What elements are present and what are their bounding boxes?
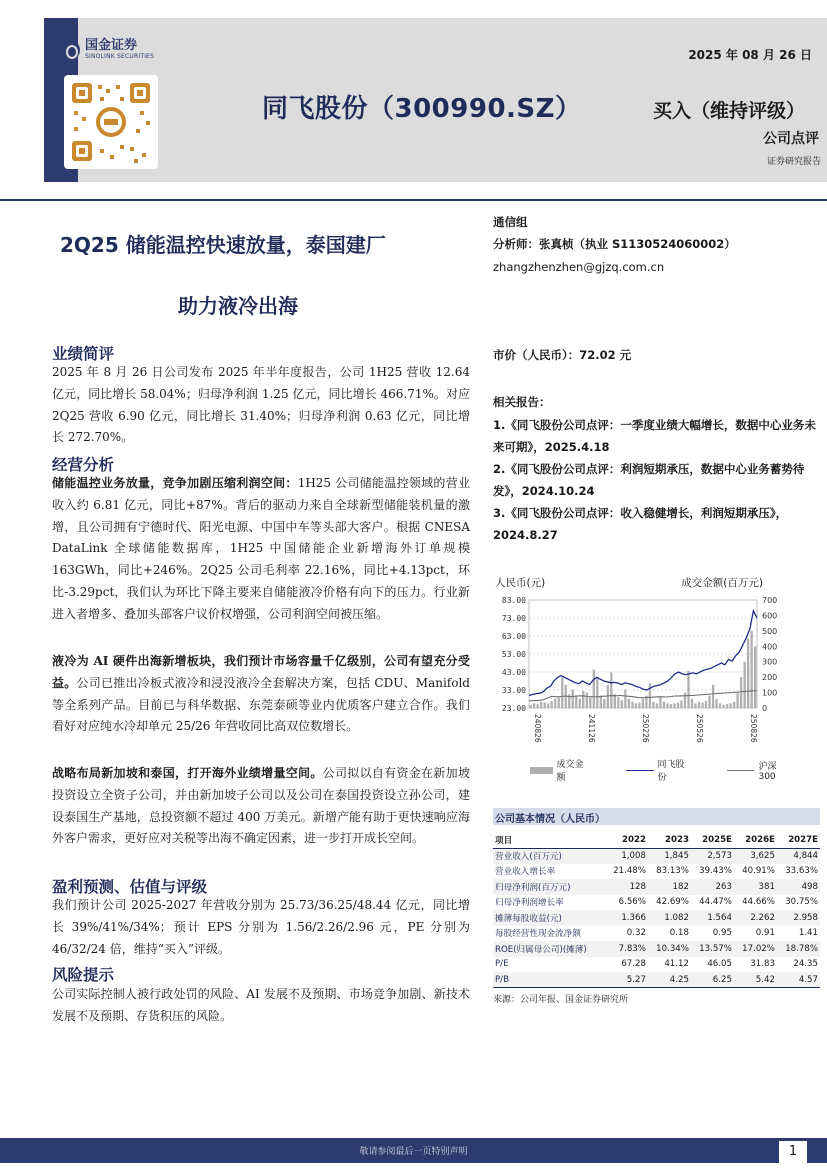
volume-bar: [561, 677, 563, 708]
price-volume-chart: [493, 572, 803, 772]
y-left-tick-label: 53.00: [501, 650, 526, 659]
y-right-tick-label: 0: [762, 704, 768, 713]
volume-bar: [698, 702, 700, 708]
related-reports-title: 相关报告：: [493, 395, 551, 409]
table-row-label: ROE(归属母公司)(摊薄): [493, 941, 605, 957]
table-header-cell: 项目: [495, 835, 513, 846]
financial-table: [493, 832, 820, 988]
market-price: 市价（人民币）：72.02 元: [493, 348, 632, 362]
volume-bar: [740, 677, 742, 708]
operations-paragraph-2: [52, 651, 470, 738]
volume-bar: [652, 702, 654, 708]
volume-bar: [733, 702, 735, 708]
report-subtitle: 证券研究报告: [766, 157, 821, 167]
volume-bar: [582, 691, 584, 708]
volume-bar: [530, 705, 532, 708]
analyst-email[interactable]: zhangzhenzhen@gjzq.com.cn: [493, 260, 665, 274]
volume-bar: [547, 703, 549, 708]
table-cell: 21.48%: [613, 866, 646, 877]
legend-stock-swatch: [626, 770, 654, 771]
table-row: [493, 895, 820, 911]
volume-bar: [575, 696, 577, 708]
operations-2-lead: 液冷为 AI 硬件出海新增板块，我们预计市场容量千亿级别，公司有望充分受益。: [52, 654, 470, 690]
volume-bar: [687, 671, 689, 708]
volume-bar: [642, 699, 644, 708]
volume-bar: [701, 703, 703, 708]
y-right-tick-label: 300: [762, 657, 778, 667]
volume-bar: [617, 697, 619, 708]
legend-stock-label: 同飞股份: [657, 760, 685, 783]
qr-code-icon: [64, 75, 158, 169]
volume-bar: [743, 662, 745, 708]
table-row: [493, 972, 820, 988]
operations-1-lead: 储能温控业务放量，竞争加剧压缩利润空间：: [52, 476, 298, 490]
volume-bar: [596, 677, 598, 708]
chart-legend: [530, 757, 827, 783]
x-tick-label: 250826: [749, 714, 758, 743]
chart-ylabel-right: 成交金额(百万元): [681, 577, 763, 589]
volume-bar: [610, 673, 612, 708]
volume-bar: [712, 685, 714, 708]
performance-paragraph: 2025 年 8 月 26 日公司发布 2025 年半年度报告，公司 1H25 营收 12.64 亿元，同比增长 58.04%；归母净利润 1.25 亿元，同比增长 466.71%。对应 2Q25 营收 6.90 亿元，同比增长 31.40%；归母净利润 0.63 亿元，同比增长 272.70%。: [52, 365, 470, 445]
report-type: 公司点评: [763, 131, 819, 147]
volume-bar: [579, 699, 581, 708]
volume-bar: [593, 669, 595, 708]
operations-3-lead: 战略布局新加坡和泰国，打开海外业绩增量空间。: [52, 766, 323, 780]
volume-bar: [628, 699, 630, 708]
table-header-cell: 2027E: [788, 834, 818, 845]
section-title-risk: 风险提示: [52, 966, 115, 984]
y-right-tick-label: 400: [762, 642, 778, 652]
volume-bar: [638, 703, 640, 708]
table-body: [493, 848, 820, 988]
volume-bar: [572, 689, 574, 708]
table-cell: 39.43%: [699, 866, 732, 877]
logo-en-text: SINOLINK SECURITIES: [85, 53, 155, 60]
table-cell: 44.66%: [742, 897, 775, 908]
table-header-cell: 2023: [665, 834, 689, 845]
header-divider: [0, 199, 827, 201]
table-cell: 1,008: [605, 848, 648, 864]
table-cell: 3,625: [734, 848, 777, 864]
table-row: [493, 848, 820, 864]
table-cell: 0.95: [712, 928, 732, 939]
legend-index-label: 沪深300: [758, 761, 777, 782]
volume-bar: [635, 703, 637, 708]
legend-index-swatch: [727, 770, 755, 771]
table-row-label: 营业收入增长率: [495, 867, 556, 878]
table-cell: 0.32: [626, 928, 646, 939]
headline-line2: 助力液冷出海: [178, 294, 298, 318]
volume-bar: [589, 697, 591, 708]
volume-bar: [666, 703, 668, 708]
analyst: 分析师：张真桢（执业 S1130524060002）: [493, 237, 736, 251]
table-row-label: 归母净利润增长率: [495, 898, 564, 909]
headline-line1: 2Q25 储能温控快速放量，泰国建厂: [60, 233, 386, 257]
table-cell: 6.25: [691, 972, 734, 988]
table-cell: 33.63%: [785, 866, 818, 877]
table-cell: 2.262: [734, 910, 777, 926]
legend-stock: [626, 757, 689, 783]
volume-bar: [586, 693, 588, 708]
table-cell: 4.25: [648, 972, 691, 988]
table-cell: 381: [734, 879, 777, 895]
volume-bar: [554, 699, 556, 708]
table-cell: 263: [691, 879, 734, 895]
table-header-cell: 2025E: [702, 834, 732, 845]
table-row: [493, 864, 820, 880]
table-row-label: 营业收入(百万元): [493, 848, 605, 864]
volume-bar: [544, 703, 546, 708]
volume-bar: [656, 703, 658, 708]
table-cell: 30.75%: [785, 897, 818, 908]
table-row-label: 摊薄每股收益(元): [493, 910, 605, 926]
table-row: [493, 926, 820, 942]
volume-bar: [677, 703, 679, 708]
page-number: 1: [779, 1141, 807, 1163]
report-date: 2025 年 08 月 26 日: [688, 48, 812, 62]
operations-paragraph-3: [52, 763, 470, 850]
volume-bar: [537, 704, 539, 708]
table-cell: 1.564: [691, 910, 734, 926]
table-cell: 10.34%: [648, 941, 691, 957]
volume-bar: [736, 693, 738, 708]
volume-bar: [708, 696, 710, 708]
related-report-1[interactable]: 1.《同飞股份公司点评：一季度业绩大幅增长，数据中心业务未来可期》，2025.4.18: [493, 418, 816, 454]
table-row: [493, 910, 820, 926]
volume-bar: [747, 639, 749, 708]
related-report-2[interactable]: 2.《同飞股份公司点评：利润短期承压，数据中心业务蓄势待发》，2024.10.24: [493, 462, 805, 498]
table-cell: 1.082: [648, 910, 691, 926]
table-row: [493, 941, 820, 957]
table-cell: 40.91%: [742, 866, 775, 877]
chart-ylabel-left: 人民币(元): [495, 577, 546, 589]
x-tick-label: 250226: [641, 714, 650, 743]
table-row: [493, 957, 820, 973]
table-cell: 17.02%: [734, 941, 777, 957]
rating: 买入（维持评级）: [652, 100, 805, 122]
y-right-tick-label: 100: [762, 688, 778, 698]
volume-bar: [680, 700, 682, 708]
table-cell: 5.42: [734, 972, 777, 988]
table-cell: 41.12: [664, 959, 689, 970]
volume-bar: [670, 704, 672, 708]
volume-bar: [694, 703, 696, 708]
forecast-paragraph: 我们预计公司 2025-2027 年营收分别为 25.73/36.25/48.44 亿元，同比增长 39%/41%/34%；预计 EPS 分别为 1.56/2.26/2.96 元，PE 分别为 46/32/24 倍，维持“买入”评级。: [52, 898, 470, 956]
footer-disclaimer[interactable]: 敬请参阅最后一页特别声明: [359, 1147, 468, 1157]
volume-bar: [621, 700, 623, 708]
department: 通信组: [493, 215, 528, 229]
volume-bar: [533, 703, 535, 708]
y-right-tick-label: 700: [762, 596, 778, 605]
y-right-tick-label: 600: [762, 611, 778, 621]
table-cell: 42.69%: [656, 897, 689, 908]
legend-volume-label: 成交金额: [556, 760, 584, 783]
legend-volume-swatch: [530, 767, 553, 774]
table-cell: 5.27: [605, 972, 648, 988]
volume-bar: [600, 696, 602, 708]
legend-volume: [530, 757, 588, 783]
volume-bar: [722, 705, 724, 708]
volume-bar: [551, 701, 553, 708]
section-title-operations: 经营分析: [52, 456, 115, 474]
table-cell: 13.57%: [691, 941, 734, 957]
x-tick-label: 250526: [695, 714, 704, 743]
y-left-tick-label: 63.00: [501, 632, 526, 641]
table-cell: 128: [605, 879, 648, 895]
table-cell: 44.47%: [699, 897, 732, 908]
table-cell: 46.05: [707, 959, 732, 970]
volume-bar: [659, 697, 661, 708]
financial-summary: [493, 808, 820, 1005]
table-row: [493, 879, 820, 895]
legend-index: [727, 759, 789, 782]
logo-cn-text: 国金证券: [85, 38, 138, 53]
table-cell: 498: [777, 879, 820, 895]
x-tick-label: 241126: [587, 714, 596, 743]
volume-bar: [649, 683, 651, 708]
volume-bar: [750, 631, 752, 708]
table-header-cell: 2022: [622, 834, 646, 845]
operations-1-body: 1H25 公司储能温控领域的营业收入约 6.81 亿元，同比+87%。背后的驱动力来自全球新型储能装机量的激增，且公司拥有宁德时代、阳光电源、中国中车等头部大客户。根据 CNESA DataLink 全球储能数据库，1H25 中国储能企业新增海外订单规模 163GWh，同比+246%。2Q25 公司毛利率 22.16%，同比+4.13pct，环比-3.29pct，我们认为环比下降主要来自储能液冷价格有向下的压力。行业新进入者增多、叠加头部客户议价权增强，公司利润空间被压缩。: [52, 476, 470, 621]
table-cell: 18.78%: [777, 941, 820, 957]
volume-bar: [663, 702, 665, 708]
y-left-tick-label: 73.00: [501, 614, 526, 623]
stock-title: 同飞股份（300990.SZ）: [262, 94, 582, 124]
y-left-tick-label: 23.00: [501, 704, 526, 713]
x-tick-label: 240826: [533, 714, 542, 743]
y-left-tick-label: 33.00: [501, 686, 526, 695]
table-header-row: [493, 832, 820, 848]
table-cell: 4,844: [777, 848, 820, 864]
table-cell: 24.35: [793, 959, 818, 970]
table-cell: 1.366: [605, 910, 648, 926]
volume-bar: [624, 689, 626, 708]
section-title-performance: 业绩简评: [52, 345, 115, 363]
table-row-label: P/E: [495, 959, 509, 970]
y-right-tick-label: 200: [762, 673, 778, 683]
volume-bar: [729, 703, 731, 708]
operations-2-body: 公司已推出冷板式液冷和浸没液冷全套解决方案，包括 CDU、Manifold 等全系列产品。目前已与科华数据、东莞泰硕等业内优质客户建立合作。我们看好对应纯水冷却单元 25/26 年营收同比高双位数增长。: [52, 675, 470, 734]
volume-bar: [719, 703, 721, 708]
table-source: 来源：公司年报、国金证券研究所: [493, 995, 629, 1005]
table-cell: 0.18: [669, 928, 689, 939]
table-title: 公司基本情况（人民币）: [493, 808, 820, 825]
table-row-label: 每股经营性现金流净额: [495, 929, 581, 940]
volume-bar: [558, 697, 560, 708]
table-row-label: 归母净利润(百万元): [493, 879, 605, 895]
volume-bar: [684, 693, 686, 708]
logo-mark-icon: [60, 40, 80, 60]
table-cell: 83.13%: [656, 866, 689, 877]
table-cell: 1.41: [798, 928, 818, 939]
section-title-forecast: 盈利预测、估值与评级: [52, 878, 208, 896]
volume-bar: [540, 702, 542, 708]
volume-bar: [715, 699, 717, 708]
table-cell: 182: [648, 879, 691, 895]
table-cell: 6.56%: [618, 897, 646, 908]
operations-3-body: 公司拟以自有资金在新加坡投资设立全资子公司，并由新加坡子公司以及公司在泰国投资设立孙公司，建设泰国生产基地，总投资额不超过 400 万美元。新增产能有助于更快速响应海外客户需求，更好应对关税等出海不确定因素，进一步打开成长空间。: [52, 766, 470, 846]
volume-bar: [754, 646, 756, 708]
table-cell: 0.91: [755, 928, 775, 939]
risk-paragraph: 公司实际控制人被行政处罚的风险、AI 发展不及预期、市场竞争加剧、新技术发展不及预期、存货积压的风险。: [52, 987, 470, 1023]
table-cell: 31.83: [750, 959, 775, 970]
volume-bar: [726, 704, 728, 708]
table-row-label: P/B: [493, 972, 605, 988]
volume-bar: [603, 699, 605, 708]
y-left-tick-label: 43.00: [501, 668, 526, 677]
sinolink-logo: [60, 35, 154, 65]
volume-bar: [691, 699, 693, 708]
y-left-tick-label: 83.00: [501, 596, 526, 605]
related-report-3[interactable]: 3.《同飞股份公司点评：收入稳健增长，利润短期承压》，2024.8.27: [493, 506, 788, 542]
table-header-cell: 2026E: [745, 834, 775, 845]
table-cell: 1,845: [648, 848, 691, 864]
volume-bar: [705, 701, 707, 708]
table-cell: 2.958: [777, 910, 820, 926]
volume-bar: [673, 703, 675, 708]
table-cell: 2,573: [691, 848, 734, 864]
table-cell: 67.28: [621, 959, 646, 970]
operations-paragraph-1: [52, 473, 470, 626]
table-cell: 7.83%: [605, 941, 648, 957]
chart-ticks: [502, 596, 777, 743]
y-right-tick-label: 500: [762, 626, 778, 636]
volume-bar: [631, 702, 633, 708]
table-cell: 4.57: [777, 972, 820, 988]
